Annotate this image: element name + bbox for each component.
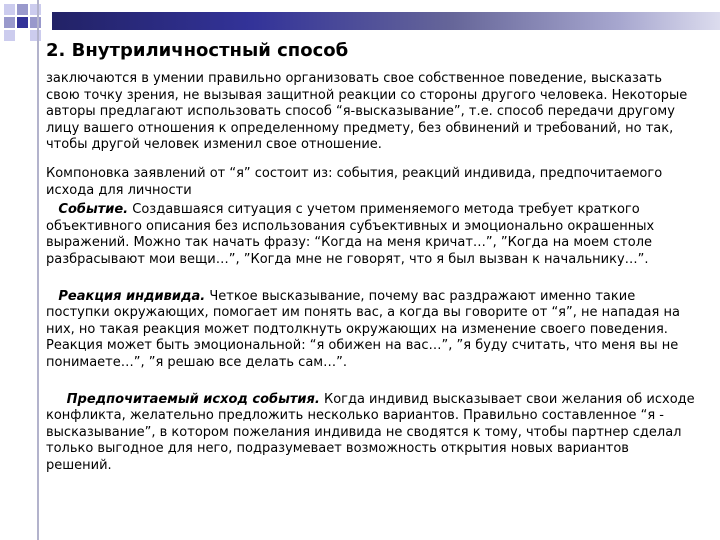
deco-square bbox=[4, 30, 15, 41]
section-text: Четкое высказывание, почему вас раздражают именно такие поступки окружающих, помогает им понять вас, а когда вы говорите от “я”, не нападая на них, но такая реакция может подтолкнуть окружающих на изменение своего поведения. Реакция может быть эмоциональной: “я обижен на вас…”, ”я буду считать, что меня вы не понимаете…”, ”я решаю все делать сам…”. bbox=[46, 288, 680, 370]
section-event bbox=[46, 202, 696, 268]
intro-paragraph: заключаются в умении правильно организовать свое собственное поведение, высказать свою точку зрения, не вызывая защитной реакции со стороны другого человека. Некоторые авторы предлагают использовать способ “я-высказывание”, т.е. способ передачи другому лицу вашего отношения к определенному предмету, без обвинений и требований, но так, чтобы другой человек изменил свое отношение. bbox=[46, 71, 688, 153]
section-text: Когда индивид высказывает свои желания об исходе конфликта, желательно предложить несколько вариантов. Правильно составленное “я - высказывание”, в котором пожелания индивида не сводятся к тому, чтобы партнер сделал только выгодное для него, подразумевает возможность открытия новых вариантов решений. bbox=[46, 391, 695, 473]
deco-square bbox=[30, 4, 41, 15]
deco-square bbox=[17, 4, 28, 15]
section-term: Событие. bbox=[58, 202, 129, 218]
slide-content bbox=[46, 40, 696, 474]
deco-square bbox=[30, 30, 41, 41]
header-gradient-bar bbox=[52, 12, 720, 30]
section-outcome bbox=[46, 392, 696, 475]
deco-square bbox=[30, 17, 41, 28]
section-term: Реакция индивида. bbox=[58, 288, 206, 304]
section-reaction bbox=[46, 289, 696, 372]
section-text: Создавшаяся ситуация с учетом применяемого метода требует краткого объективного описания без использования субъективных и эмоционально окрашенных выражений. Можно так начать фразу: “Когда на меня кричат…”, ”Когда на моем столе разбрасывают мои вещи…”, ”Когда мне не говорят, что я был вызван к начальнику…”. bbox=[46, 202, 655, 267]
section-term: Предпочитаемый исход события. bbox=[66, 391, 320, 407]
deco-square bbox=[4, 17, 15, 28]
deco-square bbox=[17, 17, 28, 28]
deco-square bbox=[4, 4, 15, 15]
composition-paragraph: Компоновка заявлений от “я” состоит из: события, реакций индивида, предпочитаемого исхода для личности bbox=[46, 165, 663, 198]
slide-title: 2. Внутриличностный способ bbox=[46, 40, 349, 61]
left-vertical-rule bbox=[37, 0, 39, 540]
